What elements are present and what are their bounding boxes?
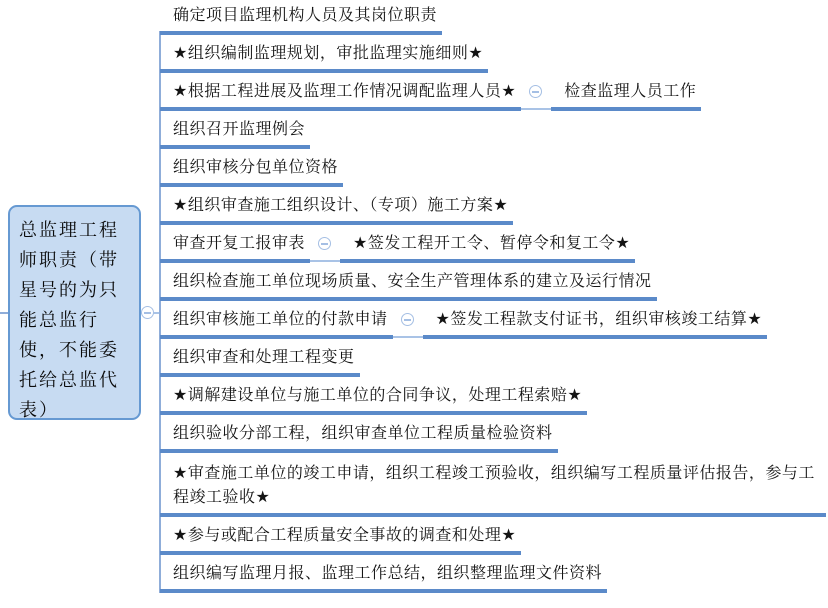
branch-node[interactable] [160, 195, 513, 225]
collapse-icon[interactable] [141, 306, 154, 319]
root-node-label: 总监理工程师职责（带星号的为只能总监行使，不能委托给总监代表） [19, 220, 119, 420]
branch-label: ★根据工程进展及监理工作情况调配监理人员★ [173, 83, 517, 100]
branch-row [160, 453, 826, 517]
branch-label: ★审查施工单位的竣工申请，组织工程竣工预验收，组织编写工程质量评估报告，参与工程竣工验收★ [173, 465, 815, 506]
branch-row [160, 339, 826, 377]
child-branch-node[interactable] [340, 233, 635, 263]
branch-row [160, 149, 826, 187]
branch-label: 组织审核分包单位资格 [173, 159, 339, 176]
collapse-icon[interactable] [318, 237, 331, 250]
child-connector-line [310, 260, 340, 262]
collapse-icon[interactable] [529, 85, 542, 98]
branch-label: ★参与或配合工程质量安全事故的调查和处理★ [173, 527, 517, 544]
branch-list [160, 0, 826, 593]
branch-label: ★组织编制监理规划，审批监理实施细则★ [173, 45, 484, 62]
branch-node[interactable] [160, 525, 521, 555]
branch-node[interactable] [160, 157, 343, 187]
branch-row [160, 555, 826, 593]
branch-row [160, 377, 826, 415]
branch-label: ★调解建设单位与施工单位的合同争议，处理工程索赔★ [173, 387, 583, 404]
branch-label: ★签发工程款支付证书，组织审核竣工结算★ [435, 311, 763, 328]
branch-node[interactable] [160, 233, 310, 263]
root-node[interactable] [8, 205, 141, 420]
branch-row [160, 415, 826, 453]
branch-label: 组织审查和处理工程变更 [173, 349, 355, 366]
branch-label: ★签发工程开工令、暂停令和复工令★ [353, 235, 631, 252]
branch-row [160, 263, 826, 301]
branch-label: 组织验收分部工程，组织审查单位工程质量检验资料 [173, 425, 553, 442]
branch-label: 检查监理人员工作 [564, 83, 697, 100]
child-connector-line [393, 336, 423, 338]
collapse-icon[interactable] [401, 313, 414, 326]
branch-label: ★组织审查施工组织设计、（专项）施工方案★ [173, 197, 509, 214]
branch-node[interactable] [160, 563, 607, 593]
branch-row [160, 73, 826, 111]
branch-row [160, 35, 826, 73]
branch-row [160, 517, 826, 555]
branch-row [160, 0, 826, 35]
child-branch-node[interactable] [423, 309, 768, 339]
branch-label: 组织编写监理月报、监理工作总结，组织整理监理文件资料 [173, 565, 603, 582]
branch-row [160, 301, 826, 339]
child-connector-line [521, 108, 551, 110]
branch-row [160, 111, 826, 149]
branch-node[interactable] [160, 423, 558, 453]
branch-node[interactable] [160, 81, 521, 111]
branch-row [160, 225, 826, 263]
branch-node[interactable] [160, 385, 587, 415]
branch-row [160, 187, 826, 225]
branch-node[interactable] [160, 5, 442, 35]
child-branch-node[interactable] [551, 81, 701, 111]
branch-node[interactable] [160, 43, 488, 73]
branch-node[interactable] [160, 309, 393, 339]
branch-label: 确定项目监理机构人员及其岗位职责 [173, 7, 438, 24]
branch-node[interactable] [160, 347, 360, 377]
branch-node[interactable] [160, 271, 657, 301]
branch-node[interactable] [160, 119, 310, 149]
branch-node[interactable] [160, 462, 826, 517]
branch-label: 组织审核施工单位的付款申请 [173, 311, 388, 328]
branch-label: 审查开复工报审表 [173, 235, 306, 252]
branch-label: 组织检查施工单位现场质量、安全生产管理体系的建立及运行情况 [173, 273, 652, 290]
branch-label: 组织召开监理例会 [173, 121, 306, 138]
